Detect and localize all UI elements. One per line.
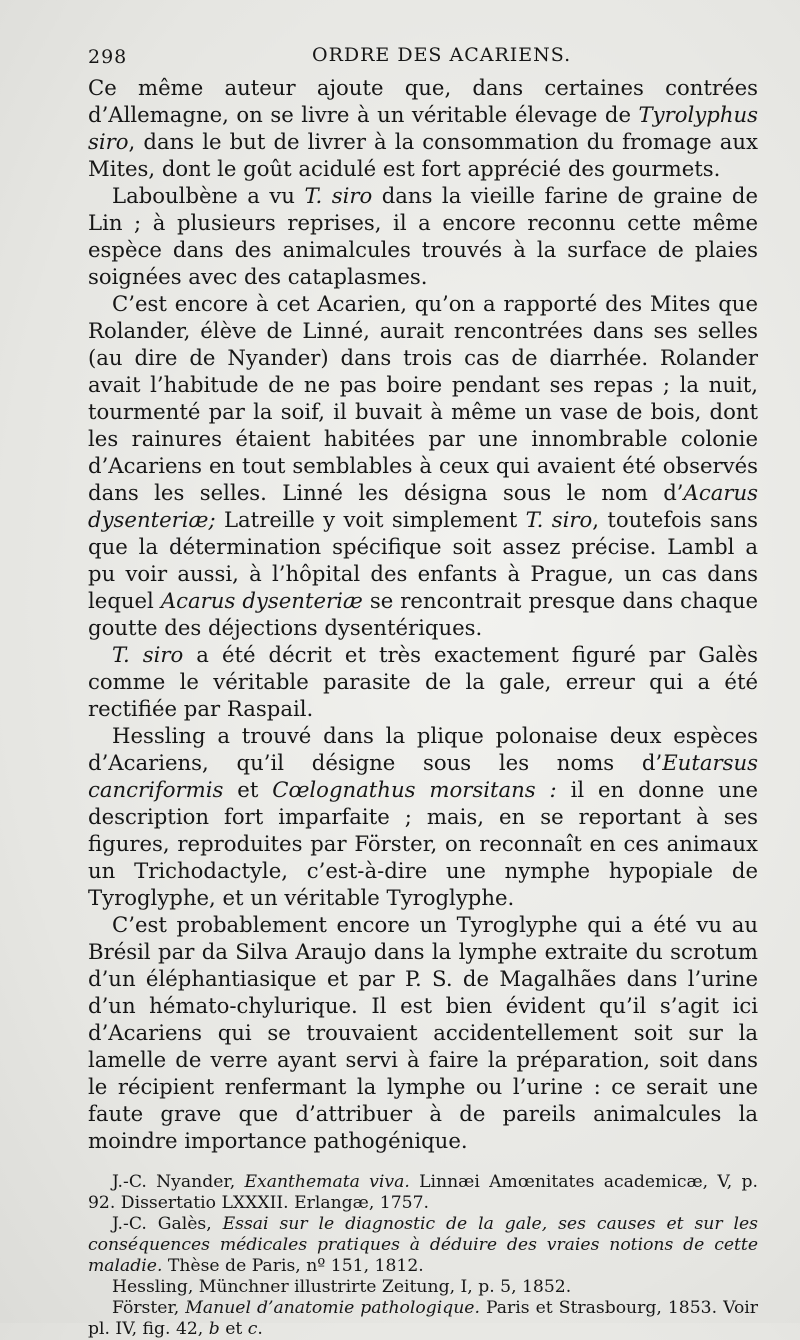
text-run: J.-C. Nyander, <box>112 1172 245 1192</box>
italic-text: T. siro <box>112 642 184 667</box>
text-run: Thèse de Paris, nº 151, 1812. <box>162 1256 424 1276</box>
text-run: dans la vieille farine de graine de Lin ; à plusieurs reprises, il a encore reconnu cette même espèce dans des animalcules trouvés à la surface de plaies soignées avec des cataplasmes. <box>88 183 758 289</box>
text-run: C’est probablement encore un Tyroglyphe qui a été vu au Brésil par da Silva Araujo dans la lymphe extraite du scrotum d’un éléphantiasique et par P. S. de Magalhães dans l’urine d’un hémato-chylurique. Il est bien évident qu’il s’agit ici d’Acariens qui se trouvaient accidentellement soit sur la lamelle de verre ayant servi à faire la préparation, soit dans le récipient renfermant la lymphe ou l’urine : ce serait une faute grave que d’attribuer à de pareils animalcules la moindre importance pathogénique. <box>88 912 758 1153</box>
text-run: Hessling, Münchner illustrirte Zeitung, I, p. 5, 1852. <box>112 1277 572 1297</box>
reference-entry <box>88 1214 758 1277</box>
italic-text: Cœlognathus morsitans : <box>272 777 557 802</box>
running-title: ORDRE DES ACARIENS. <box>312 44 572 66</box>
italic-text: b <box>208 1319 220 1339</box>
text-run: et <box>219 1319 248 1339</box>
italic-text: Essai sur le diagnostic de la gale, ses causes et sur les conséquences médicales pratiques à déduire des vraies notions de cette maladie. <box>88 1214 759 1276</box>
bibliography <box>88 1172 758 1340</box>
page-number: 298 <box>88 46 128 68</box>
italic-text: Acarus dysenteriæ <box>160 588 363 613</box>
italic-text: Tyrolyphus siro <box>88 102 758 154</box>
text-run: Ce même auteur ajoute que, dans certaines contrées d’Allemagne, on se livre à un véritable élevage de <box>88 75 758 127</box>
italic-text: Exanthemata viva. <box>244 1172 410 1192</box>
italic-text: Eutarsus cancriformis <box>88 750 758 802</box>
paragraph <box>88 722 758 911</box>
book-page <box>88 40 758 1340</box>
italic-text: T. siro <box>304 183 373 208</box>
text-run: a été décrit et très exactement figuré par Galès comme le véritable parasite de la gale, erreur qui a été rectifiée par Raspail. <box>88 642 758 721</box>
text-run: Förster, <box>112 1298 186 1318</box>
main-text <box>88 74 758 1154</box>
italic-text: Manuel d’anatomie pathologique. <box>185 1298 480 1318</box>
text-run: , toutefois sans que la détermination spécifique soit assez précise. Lambl a pu voir aussi, à l’hôpital des enfants à Prague, un cas dans lequel <box>88 507 758 613</box>
text-run: Latreille y voit simplement <box>215 507 526 532</box>
italic-text: T. siro <box>525 507 593 532</box>
reference-entry <box>88 1172 758 1214</box>
text-run: J.-C. Galès, <box>112 1214 223 1234</box>
text-run: et <box>223 777 273 802</box>
reference-entry <box>88 1277 758 1298</box>
italic-text: Acarus dysenteriæ; <box>88 480 758 532</box>
text-run: Hessling a trouvé dans la plique polonaise deux espèces d’Acariens, qu’il désigne sous les noms d’ <box>88 723 758 775</box>
paragraph <box>88 74 758 182</box>
text-run: se rencontrait presque dans chaque goutte des déjections dysentériques. <box>88 588 758 640</box>
text-run: Paris et Strasbourg, 1853. Voir pl. IV, fig. 42, <box>88 1298 758 1339</box>
text-run: Laboulbène a vu <box>112 183 305 208</box>
text-run: il en donne une description fort imparfaite ; mais, en se reportant à ses figures, reproduites par Förster, on reconnaît en ces animaux un Trichodactyle, c’est-à-dire une nymphe hypopiale de Tyroglyphe, et un véritable Tyroglyphe. <box>88 777 758 910</box>
paragraph <box>88 911 758 1154</box>
reference-entry <box>88 1298 758 1340</box>
page-header <box>88 40 758 74</box>
text-run: Linnæi Amœnitates academicæ, V, p. 92. Dissertatio LXXXII. Erlangæ, 1757. <box>88 1172 759 1213</box>
text-run: . <box>257 1319 263 1339</box>
text-run: , dans le but de livrer à la consommation du fromage aux Mites, dont le goût acidulé est fort apprécié des gourmets. <box>88 129 758 181</box>
paragraph <box>88 182 758 290</box>
text-run: C’est encore à cet Acarien, qu’on a rapporté des Mites que Rolander, élève de Linné, aurait rencontrées dans ses selles (au dire de Nyander) dans trois cas de diarrhée. Rolander avait l’habitude de ne pas boire pendant ses repas ; la nuit, tourmenté par la soif, il buvait à même un vase de bois, dont les rainures étaient habitées par une innombrable colonie d’Acariens en tout semblables à ceux qui avaient été observés dans les selles. Linné les désigna sous le nom d’ <box>88 291 758 505</box>
paragraph <box>88 290 758 641</box>
paragraph <box>88 641 758 722</box>
italic-text: c <box>247 1319 258 1339</box>
